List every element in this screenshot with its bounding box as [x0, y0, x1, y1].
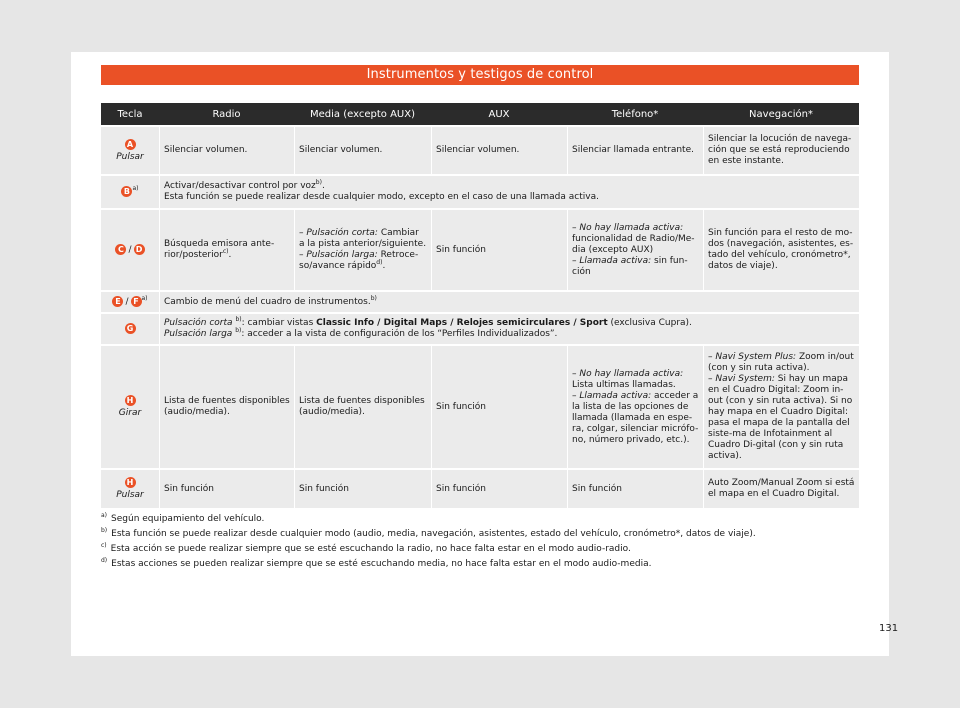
key-action-label: Pulsar [116, 490, 144, 500]
footnote-text: Esta función se puede realizar desde cualquier modo (audio, media, navegación, asistentes, estado del vehículo, cronómetro*, datos de viaje). [111, 529, 756, 539]
option-text: Zoom in/out (con y sin ruta activa). [708, 352, 854, 373]
option-text: : acceder a la vista de configuración de los “Perfiles Individualizados”. [241, 329, 558, 339]
col-header-aux: AUX [431, 103, 567, 125]
view-name: Sport [579, 318, 608, 328]
cell-aux: Silenciar volumen. [431, 127, 567, 174]
option-label: Pulsación corta [164, 318, 233, 328]
option-text: acceder a la lista de las opciones de llamada (llamada en espe-ra, colgar, silenciar micrófo-no, número privado, etc.). [572, 390, 699, 445]
footnote-text: Según equipamiento del vehículo. [111, 514, 265, 524]
key-cell [101, 314, 159, 344]
footnote-ref: b) [370, 294, 377, 302]
option-label: – Llamada activa: [572, 390, 652, 401]
option-text: sin fun-ción [572, 255, 688, 277]
cell-text: Cambio de menú del cuadro de instrumentos. [164, 296, 371, 307]
key-badge-h: H [125, 395, 136, 406]
cell-aux: Sin función [431, 210, 567, 290]
key-badge-b: B [121, 186, 132, 197]
table-row [101, 314, 859, 344]
key-cell [101, 346, 159, 468]
view-separator: / [447, 318, 457, 328]
footnotes [101, 514, 859, 574]
cell-nav: Sin función para el resto de mo-dos (navegación, asistentes, es-tado del vehículo, cronómetro*, datos de viaje). [703, 210, 859, 290]
option-label: – No hay llamada activa: [572, 222, 684, 233]
key-cell [101, 176, 159, 208]
footnote-text: Esta acción se puede realizar siempre que se esté escuchando la radio, no hace falta estar en el modo audio-radio. [110, 544, 631, 554]
option-label: – Navi System: [708, 374, 775, 384]
key-separator: / [125, 297, 129, 307]
cell-nav: Auto Zoom/Manual Zoom si está el mapa en el Cuadro Digital. [703, 470, 859, 508]
table-row [101, 210, 859, 290]
option-label: – Navi System Plus: [708, 352, 797, 362]
page-number: 131 [879, 623, 899, 634]
col-header-media: Media (excepto AUX) [294, 103, 431, 125]
text-punct: . [382, 261, 386, 271]
footnote-mark: a) [101, 512, 108, 519]
cell-merged [159, 292, 859, 312]
option-label: – Pulsación corta: [299, 228, 378, 238]
view-separator: / [570, 318, 580, 328]
footnote-ref: a) [132, 185, 139, 192]
key-badge-c: C [115, 244, 126, 255]
option-label: Pulsación larga [164, 329, 233, 339]
col-header-tecla: Tecla [101, 103, 159, 125]
option-label: – Llamada activa: [572, 255, 652, 266]
key-separator: / [128, 245, 132, 255]
footnote-ref: c) [222, 248, 229, 255]
cell-aux: Sin función [431, 470, 567, 508]
cell-phone: Sin función [567, 470, 703, 508]
key-action-label: Girar [118, 408, 142, 418]
key-action-label: Pulsar [116, 151, 144, 162]
table-row [101, 346, 859, 468]
table-row [101, 176, 859, 208]
cell-phone: Silenciar llamada entrante. [567, 127, 703, 174]
footnote-ref: b) [235, 316, 242, 323]
footnote-ref: b) [235, 327, 242, 334]
key-badge-e: E [112, 296, 123, 307]
key-cell [101, 127, 159, 174]
col-header-navegacion: Navegación* [703, 103, 859, 125]
view-name: Digital Maps [383, 318, 448, 328]
cell-media: Lista de fuentes disponibles (audio/media). [294, 346, 431, 468]
footnote-ref: a) [141, 295, 148, 302]
footnote-mark: d) [101, 557, 108, 564]
cell-phone [567, 210, 703, 290]
view-name: Relojes semicirculares [456, 318, 571, 328]
table-row [101, 127, 859, 174]
text-punct: . [321, 181, 325, 191]
view-separator: / [374, 318, 384, 328]
cell-radio: Lista de fuentes disponibles (audio/media). [159, 346, 294, 468]
option-text: funcionalidad de Radio/Me-dia (excepto AUX) [572, 233, 695, 255]
footnote [101, 544, 859, 555]
text-line: Activar/desactivar control por voz [164, 181, 316, 191]
option-text: (exclusiva Cupra). [607, 318, 692, 328]
cell-merged [159, 176, 859, 208]
cell-radio: Silenciar volumen. [159, 127, 294, 174]
footnote [101, 559, 859, 570]
section-title: Instrumentos y testigos de control [101, 65, 859, 85]
key-badge-d: D [134, 244, 145, 255]
key-cell [101, 292, 159, 312]
cell-media: Silenciar volumen. [294, 127, 431, 174]
table-header-row [101, 103, 859, 125]
footnote-mark: c) [101, 542, 107, 549]
cell-media [294, 210, 431, 290]
view-name: Classic Info [316, 318, 375, 328]
key-cell [101, 210, 159, 290]
footnote [101, 529, 859, 540]
cell-nav: Silenciar la locución de navega-ción que se está reproduciendo en este instante. [703, 127, 859, 174]
text-line: Esta función se puede realizar desde cualquier modo, excepto en el caso de una llamada activa. [164, 192, 599, 202]
key-badge-g: G [125, 323, 136, 334]
key-badge-h: H [125, 477, 136, 488]
controls-table [101, 101, 859, 510]
cell-radio [159, 210, 294, 290]
cell-nav [703, 346, 859, 468]
footnote-mark: b) [101, 527, 108, 534]
key-cell [101, 470, 159, 508]
option-text: Lista ultimas llamadas. [572, 379, 676, 390]
key-badge-a: A [125, 139, 136, 150]
text-punct: . [228, 250, 232, 260]
option-text: Cambiar a la pista anterior/siguiente. [299, 228, 427, 249]
footnote [101, 514, 859, 525]
option-label: – No hay llamada activa: [572, 368, 684, 379]
cell-merged [159, 314, 859, 344]
table-row [101, 470, 859, 508]
col-header-telefono: Teléfono* [567, 103, 703, 125]
option-text: Retroce-so/avance rápido [299, 250, 419, 271]
cell-text: Búsqueda emisora ante-rior/posterior [164, 239, 275, 260]
option-label: – Pulsación larga: [299, 250, 378, 260]
col-header-radio: Radio [159, 103, 294, 125]
option-text: : cambiar vistas [241, 318, 317, 328]
option-text: Si hay un mapa en el Cuadro Digital: Zoom in-out (con y sin ruta activa). Si no hay mapa en el Cuadro Digital: pasa el mapa de la pantalla del siste-ma de Infotainment al Cuadro Di-gital (con y sin ruta activa). [708, 374, 853, 461]
cell-radio: Sin función [159, 470, 294, 508]
cell-media: Sin función [294, 470, 431, 508]
footnote-ref: d) [376, 259, 383, 266]
key-badge-f: F [131, 296, 142, 307]
footnote-text: Estas acciones se pueden realizar siempre que se esté escuchando media, no hace falta estar en el modo audio-media. [111, 559, 652, 569]
cell-phone [567, 346, 703, 468]
table-row [101, 292, 859, 312]
footnote-ref: b) [315, 179, 322, 186]
cell-aux: Sin función [431, 346, 567, 468]
